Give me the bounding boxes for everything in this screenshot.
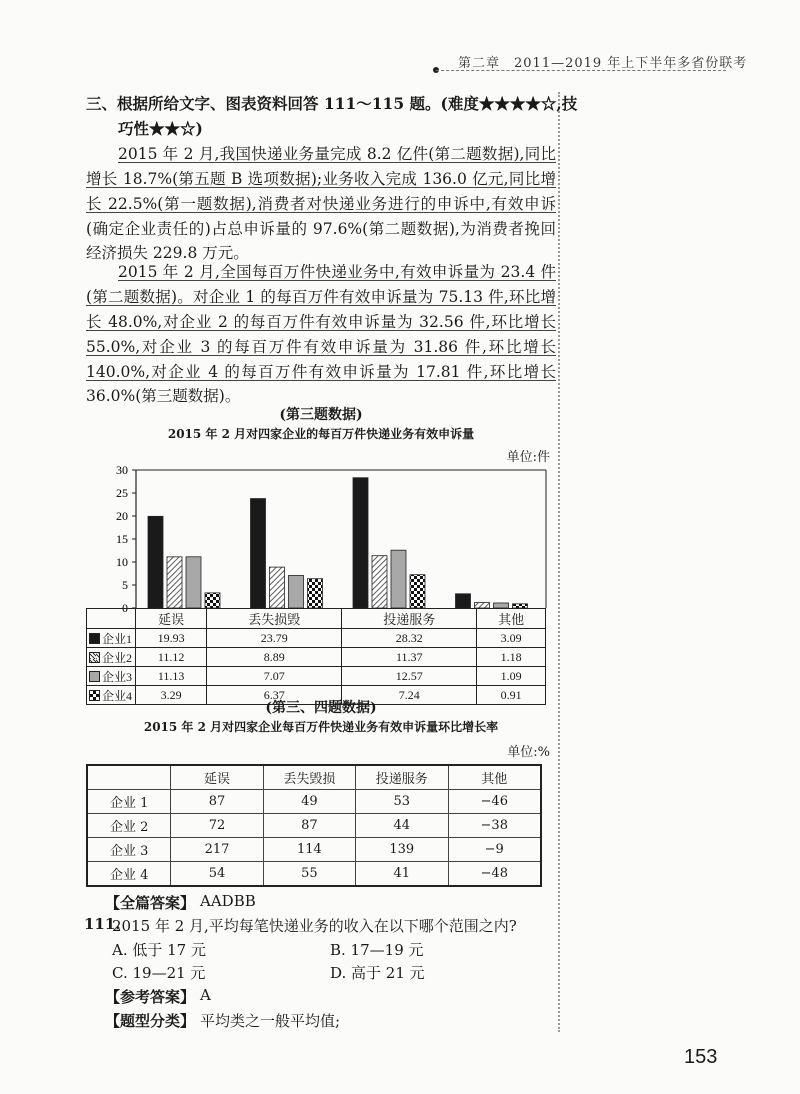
table-cell: −38 (448, 814, 541, 838)
para2-line: 36.0%(第三题数据)。 (86, 387, 241, 405)
option-c: C. 19—21 元 (112, 964, 206, 982)
para2-line: 2015 年 2 月,全国每百万件快递业务中,有效申诉量为 23.4 件 (118, 263, 556, 281)
table-cell: 87 (263, 814, 355, 838)
table-row (87, 790, 541, 814)
chart-data-table (86, 608, 546, 705)
table-row (87, 862, 541, 887)
legend-cell (87, 667, 136, 686)
data-label: 28.32 (342, 629, 477, 648)
data-label: 3.29 (136, 686, 207, 705)
bar-企业4-延误 (205, 593, 220, 608)
bar-企业1-投递服务 (353, 478, 368, 608)
legend-label: 企业1 (102, 631, 133, 646)
column-header (87, 765, 171, 790)
category-label: 延误 (136, 609, 207, 629)
legend-swatch-icon (89, 652, 100, 663)
section-title-cont: 巧性★★☆) (118, 119, 203, 138)
table-cell: 44 (356, 814, 448, 838)
table-row (87, 838, 541, 862)
y-tick-label: 15 (116, 532, 128, 546)
y-tick-label: 25 (116, 486, 128, 500)
y-tick-label: 20 (116, 509, 128, 523)
table-cell: −46 (448, 790, 541, 814)
data-label: 1.18 (477, 648, 546, 667)
para2-line: 55.0%,对企业 3 的每百万件有效申诉量为 31.86 件,环比增长 (86, 338, 556, 356)
table2-unit: 单位:% (507, 745, 550, 760)
para2-line: 长 48.0%,对企业 2 的每百万件有效申诉量为 32.56 件,环比增长 (86, 313, 556, 331)
ref-answer-value: A (200, 986, 211, 1004)
section-title: 三、根据所给文字、图表资料回答 111～115 题。(难度★★★★☆,技 (86, 94, 578, 113)
table-cell: 企业 3 (87, 838, 171, 862)
bar-企业3-投递服务 (391, 550, 406, 608)
option-b: B. 17—19 元 (330, 941, 424, 959)
chart-title: 2015 年 2 月对四家企业的每百万件快递业务有效申诉量 (167, 427, 475, 441)
data-label: 3.09 (477, 629, 546, 648)
table-cell: 217 (171, 838, 263, 862)
table-cell: 114 (263, 838, 355, 862)
bar-企业4-投递服务 (410, 575, 425, 608)
table-cell: 企业 4 (87, 862, 171, 887)
data-label: 11.37 (342, 648, 477, 667)
para1-line: 增长 18.7%(第五题 B 选项数据);业务收入完成 136.0 亿元,同比增 (86, 170, 556, 188)
ref-answer-label: 【参考答案】 (105, 988, 196, 1006)
table-cell: 55 (263, 862, 355, 887)
table-cell: 54 (171, 862, 263, 887)
y-tick-label: 30 (116, 463, 128, 477)
para1-line: (确定企业责任的)占总申诉量的 97.6%(第二题数据),为消费者挽回 (86, 220, 556, 238)
bar-企业4-丢失损毁 (308, 579, 323, 608)
table-cell: 72 (171, 814, 263, 838)
para2-line: (第二题数据)。对企业 1 的每百万件有效申诉量为 75.13 件,环比增 (86, 288, 556, 306)
legend-label: 企业2 (102, 650, 133, 665)
table-cell: −9 (448, 838, 541, 862)
bar-企业2-投递服务 (372, 556, 387, 608)
data-label: 12.57 (342, 667, 477, 686)
legend-label: 企业4 (102, 688, 133, 703)
category-label: 其他 (477, 609, 546, 629)
column-header: 延误 (171, 765, 263, 790)
bar-企业3-丢失损毁 (289, 575, 304, 608)
data-label: 1.09 (477, 667, 546, 686)
legend-swatch-icon (89, 633, 100, 644)
data-label: 7.24 (342, 686, 477, 705)
bar-企业1-其他 (456, 594, 471, 608)
data-label: 19.93 (136, 629, 207, 648)
table-cell: 49 (263, 790, 355, 814)
legend-cell (87, 648, 136, 667)
table-cell: 53 (356, 790, 448, 814)
data-label: 8.89 (207, 648, 342, 667)
data-label: 0.91 (477, 686, 546, 705)
chart-label: (第三题数据) (279, 407, 363, 423)
data-label: 7.07 (207, 667, 342, 686)
series-row (87, 648, 546, 667)
category-label: 投递服务 (342, 609, 477, 629)
table-cell: 企业 2 (87, 814, 171, 838)
table-row (87, 814, 541, 838)
table2-label: (第三、四题数据) (265, 700, 377, 716)
question-number: 111. (84, 915, 121, 933)
data-label: 23.79 (207, 629, 342, 648)
bar-企业3-延误 (186, 557, 201, 608)
table-cell: 139 (356, 838, 448, 862)
legend-swatch-icon (89, 671, 100, 682)
option-a: A. 低于 17 元 (112, 941, 206, 959)
bar-企业1-丢失损毁 (251, 499, 266, 608)
page-number: 153 (684, 1046, 718, 1068)
option-d: D. 高于 21 元 (330, 964, 425, 982)
series-row (87, 667, 546, 686)
all-answers-label: 【全篇答案】 (105, 894, 196, 912)
table2-title: 2015 年 2 月对四家企业每百万件快递业务有效申诉量环比增长率 (143, 720, 499, 734)
table-cell: −48 (448, 862, 541, 887)
growth-rate-table (86, 764, 542, 887)
corner-cell (87, 609, 136, 629)
y-tick-label: 0 (122, 601, 128, 615)
table-header-row (87, 765, 541, 790)
y-tick-label: 10 (116, 555, 128, 569)
question-type-label: 【题型分类】 (105, 1012, 196, 1030)
question-text: 2015 年 2 月,平均每笔快递业务的收入在以下哪个范围之内? (112, 917, 517, 935)
table-cell: 41 (356, 862, 448, 887)
para1-line: 长 22.5%(第一题数据),消费者对快递业务进行的申诉中,有效申诉 (86, 195, 556, 213)
data-label: 11.12 (136, 648, 207, 667)
bar-企业1-延误 (148, 516, 163, 608)
category-label: 丢失损毁 (207, 609, 342, 629)
bar-企业2-延误 (167, 557, 182, 608)
category-row (87, 609, 546, 629)
chart-unit: 单位:件 (506, 450, 550, 465)
para1-line: 经济损失 229.8 万元。 (86, 244, 249, 262)
y-tick-label: 5 (122, 578, 128, 592)
legend-label: 企业3 (102, 669, 133, 684)
table-cell: 87 (171, 790, 263, 814)
running-header: 第二章 2011—2019 年上下半年多省份联考 (458, 56, 748, 71)
column-header: 其他 (448, 765, 541, 790)
legend-cell (87, 629, 136, 648)
question-type-value: 平均类之一般平均值; (200, 1012, 341, 1030)
table-cell: 企业 1 (87, 790, 171, 814)
column-header: 丢失毁损 (263, 765, 355, 790)
series-row (87, 629, 546, 648)
para2-line: 140.0%,对企业 4 的每百万件有效申诉量为 17.81 件,环比增长 (86, 363, 556, 381)
data-label: 11.13 (136, 667, 207, 686)
data-label: 6.37 (207, 686, 342, 705)
para1-line: 2015 年 2 月,我国快递业务量完成 8.2 亿件(第二题数据),同比 (118, 145, 556, 163)
column-header: 投递服务 (356, 765, 448, 790)
all-answers-value: AADBB (200, 892, 256, 910)
bar-企业2-丢失损毁 (270, 567, 285, 608)
